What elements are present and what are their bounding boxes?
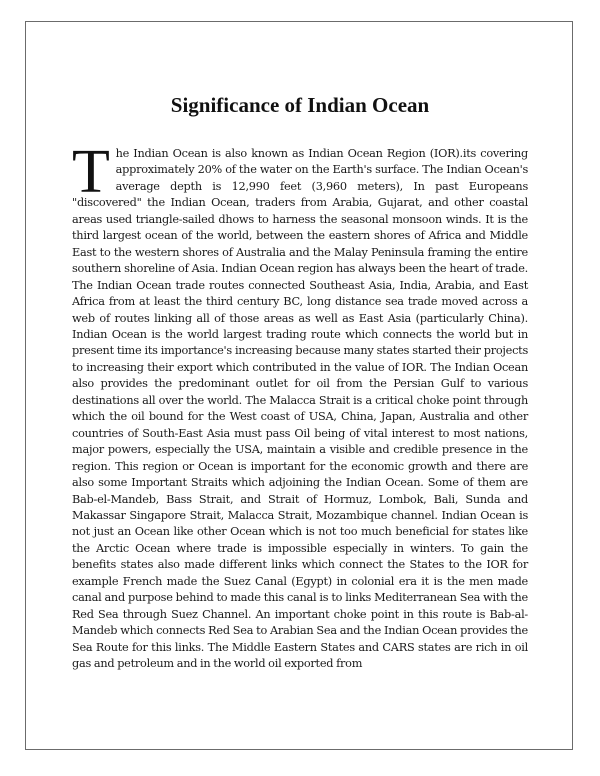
- body-paragraph: [72, 138, 528, 673]
- drop-cap-letter: T: [72, 138, 110, 206]
- body-text: he Indian Ocean is also known as Indian Ocean Region (IOR).its covering approximately 20% of the water on the Earth's surface. The Indian Ocean's average depth is 12,990 feet (3,960 meters), In past Europeans "discovered" the Indian Ocean, traders from Arabia, Gujarat, and other coastal areas used triangle-sailed dhows to harness the seasonal monsoon winds. It is the third largest ocean of the world, between the eastern shores of Africa and Middle East to the western shores of Australia and the Malay Peninsula framing the entire southern shoreline of Asia. Indian Ocean region has always been the heart of trade. The Indian Ocean trade routes connected Southeast Asia, India, Arabia, and East Africa from at least the third century BC, long distance sea trade moved across a web of routes linking all of those areas as well as East Asia (particularly China). Indian Ocean is the world largest trading route which connects the world but in present time its importance's increasing because many states started their projects to increasing their export which contributed in the value of IOR. The Indian Ocean also provides the predominant outlet for oil from the Persian Gulf to various destinations all over the world. The Malacca Strait is a critical choke point through which the oil bound for the West coast of USA, China, Japan, Australia and other countries of South-East Asia must pass Oil being of vital interest to most nations, major powers, especially the USA, maintain a visible and credible presence in the region. This region or Ocean is important for the economic growth and there are also some Important Straits which adjoining the Indian Ocean. Some of them are Bab-el-Mandeb, Bass Strait, and Strait of Hormuz, Lombok, Bali, Sunda and Makassar Singapore Strait, Malacca Strait, Mozambique channel. Indian Ocean is not just an Ocean like other Ocean which is not too much beneficial for states like the Arctic Ocean where trade is impossible especially in winters. To gain the benefits states also made different links which connect the States to the IOR for example French made the Suez Canal (Egypt) in colonial era it is the men made canal and purpose behind to made this canal is to links Mediterranean Sea with the Red Sea through Suez Channel. An important choke point in this route is Bab-al-Mandeb which connects Red Sea to Arabian Sea and the Indian Ocean provides the Sea Route for this links. The Middle Eastern States and CARS states are rich in oil gas and petroleum and in the world oil exported from: [72, 147, 528, 671]
- document-title: Significance of Indian Ocean: [170, 93, 430, 117]
